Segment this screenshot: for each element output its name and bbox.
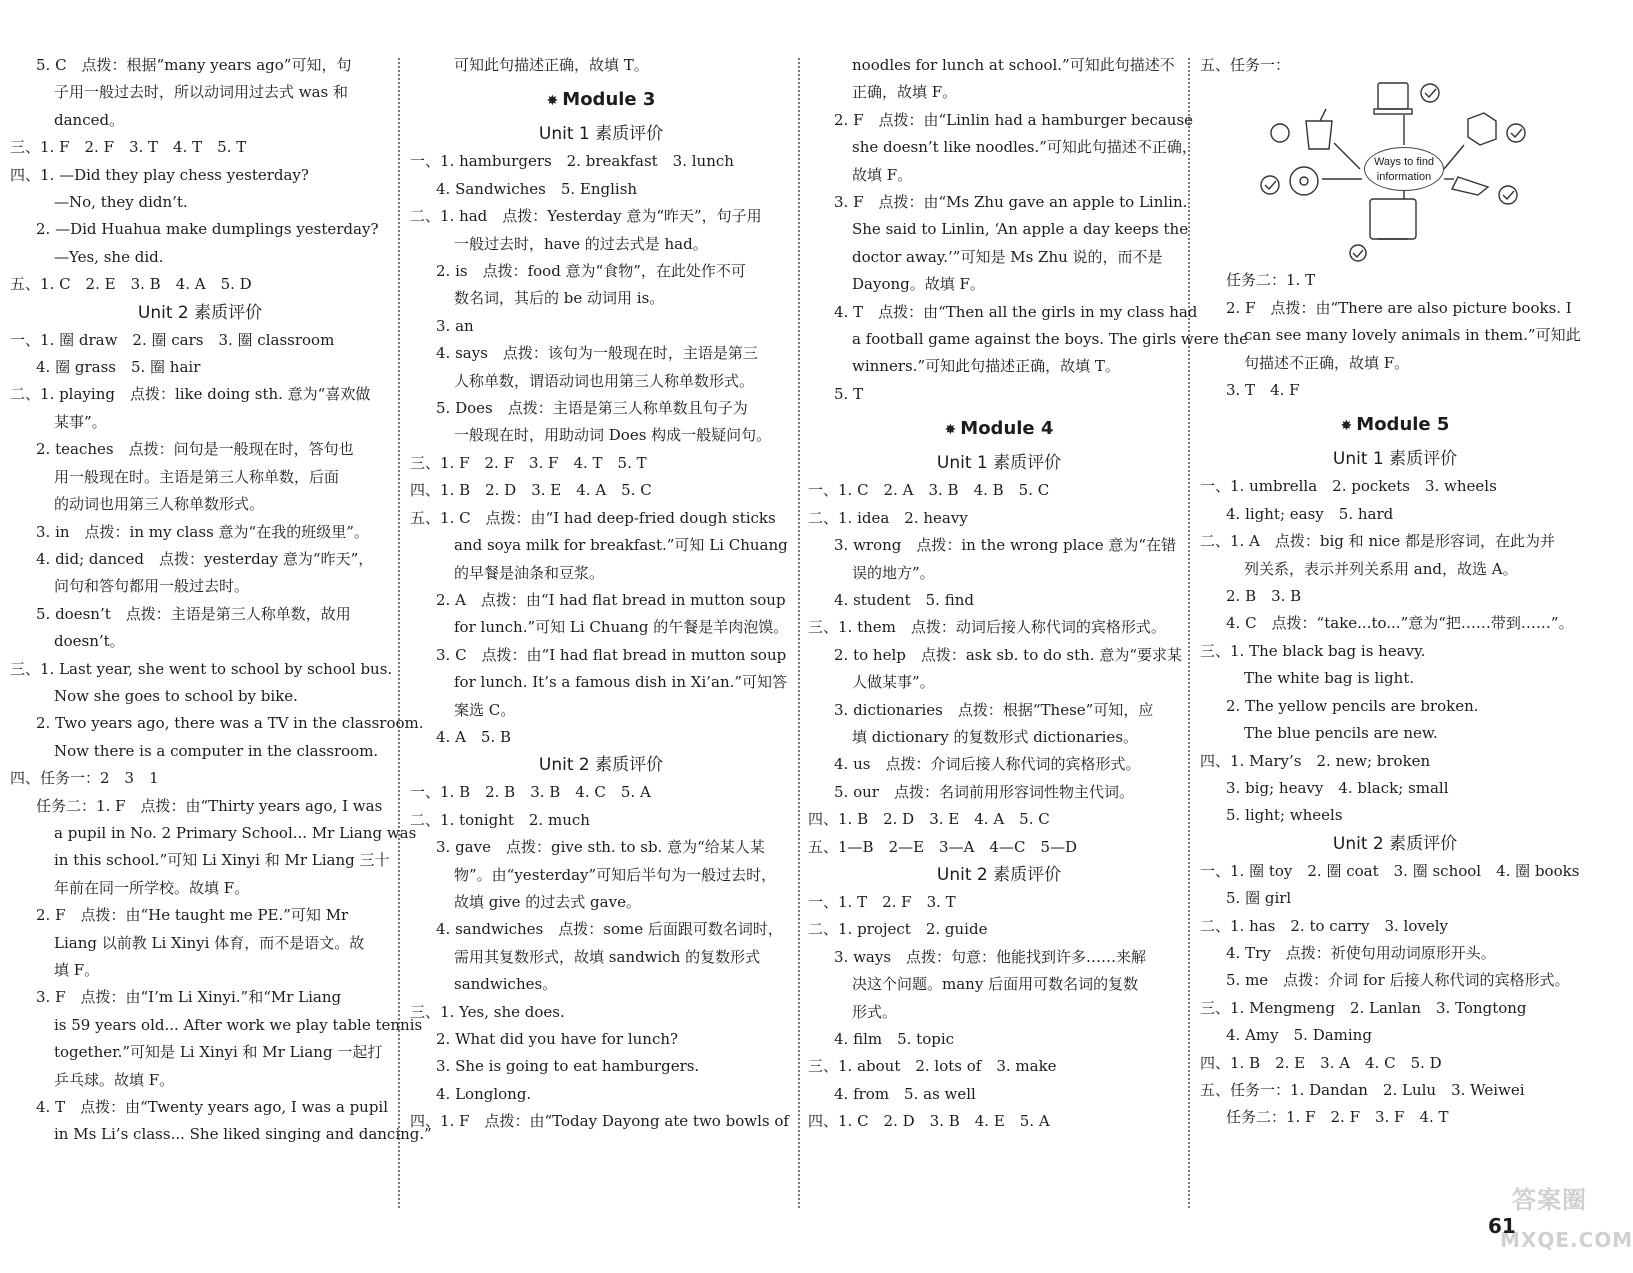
answer-line: 四、任务一：2 3 1 [10, 769, 159, 788]
airplane-toy-icon [1452, 177, 1488, 195]
answer-line: 4. Try 点拨：祈使句用动词原形开头。 [1226, 943, 1496, 962]
diagram-center-label [1364, 147, 1444, 191]
check-circle-icon [1507, 124, 1525, 142]
module-heading [410, 87, 792, 114]
column-divider-2 [798, 58, 800, 1208]
answer-line: 2. F 点拨：由“He taught me PE.”可知 Mr [36, 906, 349, 925]
check-circle-icon [1261, 176, 1279, 194]
module-title: Module 5 [1356, 414, 1450, 436]
answer-line: 人做某事”。 [852, 673, 935, 692]
watermark-url: MXQE.COM [1500, 1228, 1633, 1252]
answer-line: 3. ways 点拨：句意：他能找到许多……来解 [834, 947, 1147, 966]
answer-line: 一、1. hamburgers 2. breakfast 3. lunch [410, 152, 734, 171]
answer-line: winners.”可知此句描述正确，故填 T。 [852, 357, 1120, 376]
answer-line: 4. says 点拨：该句为一般现在时，主语是第三 [436, 344, 758, 363]
column-1 [10, 52, 432, 1149]
answer-line: 3. big; heavy 4. black; small [1226, 778, 1449, 797]
check-circle-icon [1499, 186, 1517, 204]
answer-line: 四、1. Mary’s 2. new; broken [1200, 751, 1431, 770]
answer-line: she doesn’t like noodles.”可知此句描述不正确， [852, 138, 1197, 157]
unit-heading: Unit 2 素质评价 [1332, 833, 1458, 854]
answer-line: 四、1. F 点拨：由“Today Dayong ate two bowls of [410, 1112, 789, 1131]
diagram-center-line-1: Ways to find [1373, 156, 1435, 169]
answer-line: 2. F 点拨：由“Linlin had a hamburger because [834, 110, 1194, 129]
answer-line: 四、1. C 2. D 3. B 4. E 5. A [808, 1112, 1050, 1131]
unit-heading: Unit 1 素质评价 [538, 124, 664, 145]
answer-line: 3. wrong 点拨：in the wrong place 意为“在错 [834, 536, 1177, 555]
answer-line: 人称单数，谓语动词也用第三人称单数形式。 [454, 371, 755, 390]
answer-line: noodles for lunch at school.”可知此句描述不 [852, 56, 1175, 74]
answer-line: can see many lovely animals in them.”可知此 [1244, 326, 1581, 345]
juice-drink-icon [1306, 121, 1332, 149]
answer-line: 2. F 点拨：由“There are also picture books. I [1226, 298, 1572, 317]
answer-line: 3. in 点拨：in my class 意为“在我的班级里”。 [36, 522, 369, 541]
answer-line: 三、1. F 2. F 3. F 4. T 5. T [410, 453, 647, 472]
column-2 [410, 52, 792, 1136]
answer-line: 一、1. 圈 draw 2. 圈 cars 3. 圈 classroom [10, 330, 335, 349]
answer-line: 4. T 点拨：由“Then all the girls in my class had [834, 302, 1198, 321]
answer-line: 任务二：1. T [1226, 271, 1316, 290]
answer-line: Dayong。故填 F。 [852, 275, 985, 294]
column-4-top [1200, 52, 1590, 79]
answer-line: 二、1. has 2. to carry 3. lovely [1200, 916, 1448, 935]
answer-line: 四、1. —Did they play chess yesterday? [10, 165, 309, 184]
answer-line: 2. Two years ago, there was a TV in the classroom. [36, 714, 424, 733]
answer-line: 4. 圈 grass 5. 圈 hair [36, 358, 201, 377]
books-box-icon [1468, 113, 1496, 145]
answer-line: 需用其复数形式，故填 sandwich 的复数形式 [454, 947, 761, 966]
computer-icon [1378, 83, 1408, 109]
answer-line: 2. B 3. B [1226, 587, 1302, 606]
answer-line: 4. film 5. topic [834, 1030, 955, 1048]
answer-line: and soya milk for breakfast.”可知 Li Chuang [454, 536, 788, 555]
answer-line: 决这个问题。many 后面用可数名词的复数 [852, 975, 1139, 994]
answer-line: 四、1. B 2. E 3. A 4. C 5. D [1200, 1053, 1442, 1072]
answer-line: 一、1. B 2. B 3. B 4. C 5. A [410, 783, 651, 802]
paw-icon: ✸ [1340, 418, 1353, 435]
answer-line: together.”可知是 Li Xinyi 和 Mr Liang 一起打 [54, 1043, 383, 1062]
answer-line: 的早餐是油条和豆浆。 [454, 563, 605, 582]
answer-line: 正确，故填 F。 [852, 83, 958, 102]
answer-line: doesn’t。 [54, 632, 125, 651]
answer-line: 问句和答句都用一般过去时。 [54, 577, 250, 596]
answer-line: 案选 C。 [454, 700, 516, 719]
answer-line: 2. What did you have for lunch? [436, 1030, 679, 1048]
unit-heading: Unit 1 素质评价 [1332, 449, 1458, 470]
answer-line: 2. A 点拨：由“I had flat bread in mutton soup [436, 590, 786, 609]
answer-line: 2. The yellow pencils are broken. [1226, 696, 1479, 715]
answer-line: 年前在同一所学校。故填 F。 [54, 878, 250, 897]
answer-line: 三、1. Mengmeng 2. Lanlan 3. Tongtong [1200, 998, 1527, 1017]
answer-line: The blue pencils are new. [1244, 724, 1438, 743]
answer-line: in Ms Li’s class... She liked singing and dancing.” [54, 1125, 432, 1144]
answer-line: 子用一般过去时，所以动词用过去式 was 和 [54, 83, 349, 102]
answer-line: 列关系，表示并列关系用 and，故选 A。 [1244, 559, 1518, 578]
answer-line: for lunch. It’s a famous dish in Xi’an.”可知答 [454, 673, 788, 692]
answer-line: 3. gave 点拨：give sth. to sb. 意为“给某人某 [436, 838, 765, 857]
answer-line: 四、1. B 2. D 3. E 4. A 5. C [410, 481, 652, 500]
answer-line: 5. C 点拨：根据“many years ago”可知，句 [36, 56, 352, 74]
answer-line: a football game against the boys. The girls were the [852, 330, 1249, 349]
check-circle-icon [1421, 84, 1439, 102]
answer-line: 5. me 点拨：介词 for 后接人称代词的宾格形式。 [1226, 971, 1570, 990]
watermark-logo: 答案圈 [1512, 1186, 1587, 1214]
answer-line: 的动词也用第三人称单数形式。 [54, 495, 265, 514]
module-title: Module 3 [562, 89, 656, 111]
answer-line: 某事”。 [54, 412, 107, 431]
answer-line: Now there is a computer in the classroom. [54, 741, 379, 760]
answer-line: doctor away.’”可知是 Ms Zhu 说的，而不是 [852, 247, 1163, 266]
answer-line: 填 F。 [54, 961, 100, 979]
unit-heading: Unit 1 素质评价 [936, 453, 1062, 474]
answer-line: 5. Does 点拨：主语是第三人称单数且句子为 [436, 399, 748, 418]
answer-line: 五、1. C 2. E 3. B 4. A 5. D [10, 275, 252, 294]
answer-line: 一、1. 圈 toy 2. 圈 coat 3. 圈 school 4. 圈 books [1200, 861, 1580, 880]
answer-line: 4. light; easy 5. hard [1226, 504, 1394, 523]
answer-line: 形式。 [852, 1002, 898, 1021]
answer-line: 四、1. B 2. D 3. E 4. A 5. C [808, 810, 1050, 829]
diagram-center-line-2: information [1376, 171, 1432, 184]
answer-line: a pupil in No. 2 Primary School... Mr Liang was [54, 823, 417, 842]
answer-line: 物”。由“yesterday”可知后半句为一般过去时， [454, 865, 777, 884]
answer-line: —No, they didn’t. [54, 193, 188, 212]
answer-line: Now she goes to school by bike. [54, 686, 298, 705]
answer-line: 五、任务一： [1200, 56, 1291, 74]
disc-icon [1290, 167, 1318, 195]
answer-line: 3. T 4. F [1226, 381, 1300, 400]
answer-line: 4. us 点拨：介词后接人称代词的宾格形式。 [834, 755, 1141, 774]
answer-line: 乒乓球。故填 F。 [54, 1070, 175, 1089]
answer-line: 4. did; danced 点拨：yesterday 意为“昨天”， [36, 549, 374, 568]
answer-line: 三、1. Last year, she went to school by school bus. [10, 659, 393, 678]
unit-heading: Unit 2 素质评价 [538, 755, 664, 776]
answer-line: 一般过去时，have 的过去式是 had。 [454, 234, 708, 253]
answer-line: 4. from 5. as well [834, 1084, 976, 1103]
module-heading [808, 416, 1190, 443]
answer-line: 故填 give 的过去式 gave。 [454, 892, 641, 911]
answer-line: 5. doesn’t 点拨：主语是第三人称单数，故用 [36, 604, 351, 623]
answer-line: 2. teaches 点拨：问句是一般现在时，答句也 [36, 440, 354, 459]
answer-line: 二、1. idea 2. heavy [808, 508, 968, 527]
column-4 [1200, 52, 1590, 1132]
answer-line: 数名词，其后的 be 动词用 is。 [454, 289, 665, 308]
answer-line: 5. light; wheels [1226, 806, 1343, 825]
answer-line: 4. student 5. find [834, 590, 974, 609]
module-heading [1200, 412, 1590, 439]
answer-line: She said to Linlin, ‘An apple a day keeps the [852, 220, 1189, 239]
answer-line: 4. Amy 5. Daming [1226, 1026, 1372, 1045]
column-4-body [1200, 267, 1590, 1131]
unit-heading: Unit 2 素质评价 [137, 302, 263, 323]
answer-line: 二、1. playing 点拨：like doing sth. 意为“喜欢做 [10, 385, 371, 404]
answer-line: 5. our 点拨：名词前用形容词性物主代词。 [834, 782, 1134, 801]
answer-line: 二、1. had 点拨：Yesterday 意为“昨天”，句子用 [410, 207, 762, 226]
answer-line: 二、1. project 2. guide [808, 920, 988, 939]
answer-line: 三、1. The black bag is heavy. [1200, 641, 1426, 660]
answer-line: 4. Longlong. [436, 1084, 532, 1103]
answer-line: 2. to help 点拨：ask sb. to do sth. 意为“要求某 [834, 645, 1182, 664]
tv-icon [1370, 199, 1416, 239]
answer-line: Liang 以前教 Li Xinyi 体育，而不是语文。故 [54, 933, 365, 952]
answer-line: 任务二：1. F 2. F 3. F 4. T [1226, 1108, 1449, 1127]
answer-line: 二、1. A 点拨：big 和 nice 都是形容词，在此为并 [1200, 532, 1555, 551]
page-number: 61 [1488, 1214, 1516, 1238]
answer-line: for lunch.”可知 Li Chuang 的午餐是羊肉泡馍。 [454, 618, 789, 637]
answer-line: 故填 F。 [852, 165, 913, 184]
answer-line: danced。 [54, 110, 125, 129]
answer-line: 一般现在时，用助动词 Does 构成一般疑问句。 [454, 426, 772, 445]
answer-line: 5. T [834, 384, 864, 403]
answer-line: 三、1. them 点拨：动词后接人称代词的宾格形式。 [808, 618, 1166, 637]
answer-line: 2. is 点拨：food 意为“食物”，在此处作不可 [436, 262, 746, 281]
answer-line: 任务二：1. F 点拨：由“Thirty years ago, I was [36, 796, 383, 815]
paw-icon: ✸ [944, 422, 957, 439]
answer-line: 5. 圈 girl [1226, 889, 1292, 908]
answer-line: 五、1. C 点拨：由“I had deep-fried dough sticks [410, 508, 776, 527]
answer-line: 4. A 5. B [436, 727, 512, 746]
answer-line: 五、任务一：1. Dandan 2. Lulu 3. Weiwei [1200, 1080, 1525, 1099]
answer-line: 三、1. F 2. F 3. T 4. T 5. T [10, 138, 247, 157]
check-circle-icon [1350, 245, 1366, 261]
answer-line: 4. T 点拨：由“Twenty years ago, I was a pupil [36, 1098, 389, 1117]
answer-line: 二、1. tonight 2. much [410, 810, 590, 829]
answer-line: 3. dictionaries 点拨：根据“These”可知，应 [834, 700, 1154, 719]
answer-line: is 59 years old... After work we play table tennis [54, 1015, 423, 1034]
answer-line: 4. Sandwiches 5. English [436, 179, 638, 198]
answer-line: 误的地方”。 [852, 563, 935, 582]
answer-line: —Yes, she did. [54, 247, 164, 266]
answer-line: 一、1. umbrella 2. pockets 3. wheels [1200, 477, 1497, 496]
answer-line: in this school.”可知 Li Xinyi 和 Mr Liang 三十 [54, 851, 390, 870]
ways-to-find-information-diagram [1258, 81, 1528, 261]
answer-line: 3. F 点拨：由“Ms Zhu gave an apple to Linlin. [834, 193, 1188, 212]
answer-line: sandwiches。 [454, 975, 558, 994]
paw-icon: ✸ [546, 93, 559, 110]
answer-line: 一、1. T 2. F 3. T [808, 892, 956, 911]
module-title: Module 4 [960, 418, 1054, 440]
answer-line: 句描述不正确，故填 F。 [1244, 353, 1410, 372]
answer-line: 3. F 点拨：由“I’m Li Xinyi.”和“Mr Liang [36, 988, 342, 1007]
answer-line: 4. sandwiches 点拨：some 后面跟可数名词时， [436, 920, 783, 939]
answer-line: 2. —Did Huahua make dumplings yesterday? [36, 220, 379, 239]
answer-line: 3. C 点拨：由“I had flat bread in mutton soup [436, 645, 787, 664]
answer-line: 3. an [436, 316, 474, 335]
unit-heading: Unit 2 素质评价 [936, 864, 1062, 885]
answer-line: 五、1—B 2—E 3—A 4—C 5—D [808, 837, 1078, 856]
answer-line: 三、1. Yes, she does. [410, 1002, 565, 1021]
check-circle-icon [1271, 124, 1289, 142]
answer-line: 用一般现在时。主语是第三人称单数，后面 [54, 467, 340, 486]
answer-line: 4. C 点拨：“take...to...”意为“把……带到……”。 [1226, 614, 1574, 633]
answer-line: 3. She is going to eat hamburgers. [436, 1057, 700, 1076]
answer-line: The white bag is light. [1244, 669, 1415, 688]
answer-line: 可知此句描述正确，故填 T。 [454, 56, 649, 74]
answer-line: 填 dictionary 的复数形式 dictionaries。 [852, 727, 1139, 746]
answer-line: 一、1. C 2. A 3. B 4. B 5. C [808, 481, 1050, 500]
answer-line: 三、1. about 2. lots of 3. make [808, 1057, 1057, 1076]
